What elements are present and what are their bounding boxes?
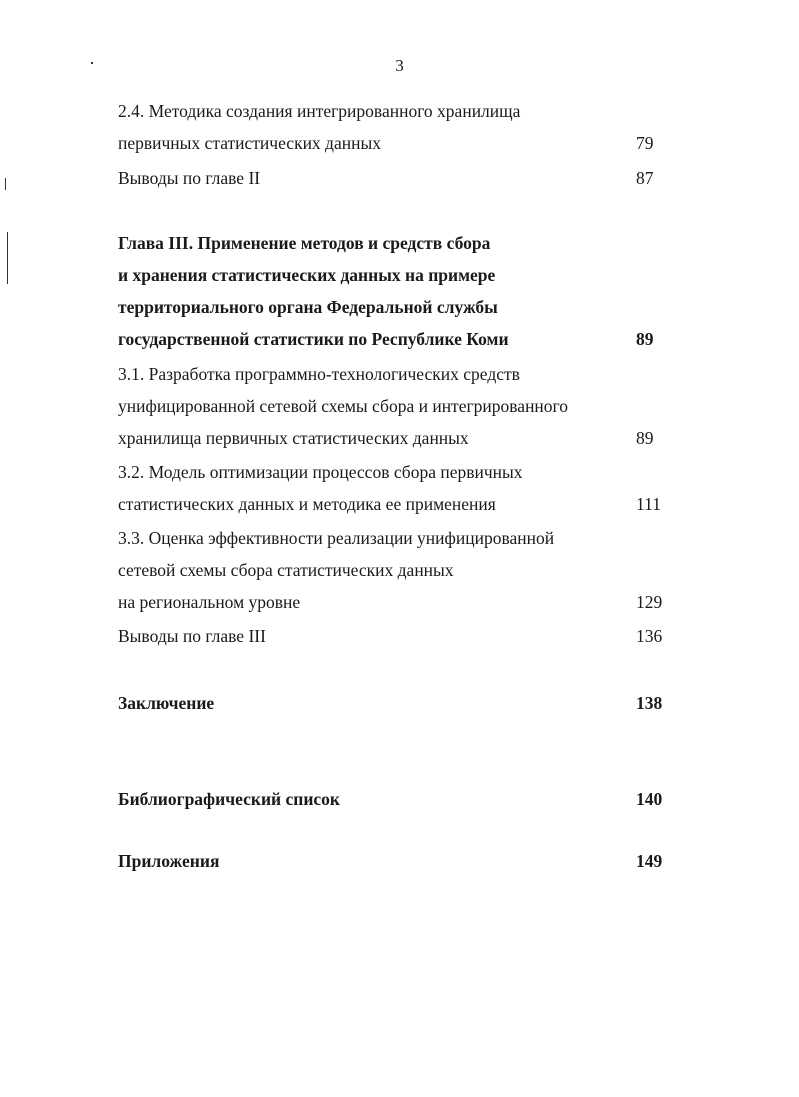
toc-entry-2-4-page: 79 xyxy=(636,133,654,153)
toc-chapter-3-line-4: государственной статистики по Республике Коми xyxy=(118,329,509,349)
toc-entry-conclusions-2: Выводы по главе II xyxy=(118,168,261,188)
toc-bibliography: Библиографический список xyxy=(118,789,341,809)
toc-conclusion-page: 138 xyxy=(636,693,663,713)
toc-entry-3-1-line-2: унифицированной сетевой схемы сбора и интегрированного xyxy=(118,396,569,416)
toc-chapter-3-line-3: территориального органа Федеральной службы xyxy=(118,297,498,317)
toc-entry-3-1-line-1: 3.1. Разработка программно-технологических средств xyxy=(118,364,520,384)
toc-chapter-3-line-2: и хранения статистических данных на примере xyxy=(118,265,496,285)
toc-entry-3-3-page: 129 xyxy=(636,592,663,612)
toc-entry-3-2-line-2: статистических данных и методика ее применения xyxy=(118,494,496,514)
scan-mark xyxy=(7,232,8,284)
toc-entry-3-2-line-1: 3.2. Модель оптимизации процессов сбора первичных xyxy=(118,462,523,482)
scan-mark xyxy=(5,178,6,190)
page-number: 3 xyxy=(395,56,404,75)
toc-entry-2-4-line-1: 2.4. Методика создания интегрированного хранилища xyxy=(118,101,521,121)
toc-entry-conclusions-3: Выводы по главе III xyxy=(118,626,266,646)
toc-entry-2-4-line-2: первичных статистических данных xyxy=(118,133,381,153)
toc-chapter-3-line-1: Глава III. Применение методов и средств сбора xyxy=(118,233,491,253)
toc-appendices: Приложения xyxy=(118,851,220,871)
toc-entry-3-1-page: 89 xyxy=(636,428,654,448)
toc-entry-3-3-line-3: на региональном уровне xyxy=(118,592,301,612)
toc-conclusion: Заключение xyxy=(118,693,215,713)
toc-entry-3-3-line-1: 3.3. Оценка эффективности реализации унифицированной xyxy=(118,528,555,548)
toc-chapter-3-page: 89 xyxy=(636,329,654,349)
toc-entry-conclusions-3-page: 136 xyxy=(636,626,663,646)
toc-entry-3-3-line-2: сетевой схемы сбора статистических данных xyxy=(118,560,454,580)
toc-entry-3-2-page: 111 xyxy=(636,494,661,514)
toc-bibliography-page: 140 xyxy=(636,789,663,809)
toc-entry-conclusions-2-page: 87 xyxy=(636,168,654,188)
toc-appendices-page: 149 xyxy=(636,851,663,871)
toc-entry-3-1-line-3: хранилища первичных статистических данных xyxy=(118,428,469,448)
